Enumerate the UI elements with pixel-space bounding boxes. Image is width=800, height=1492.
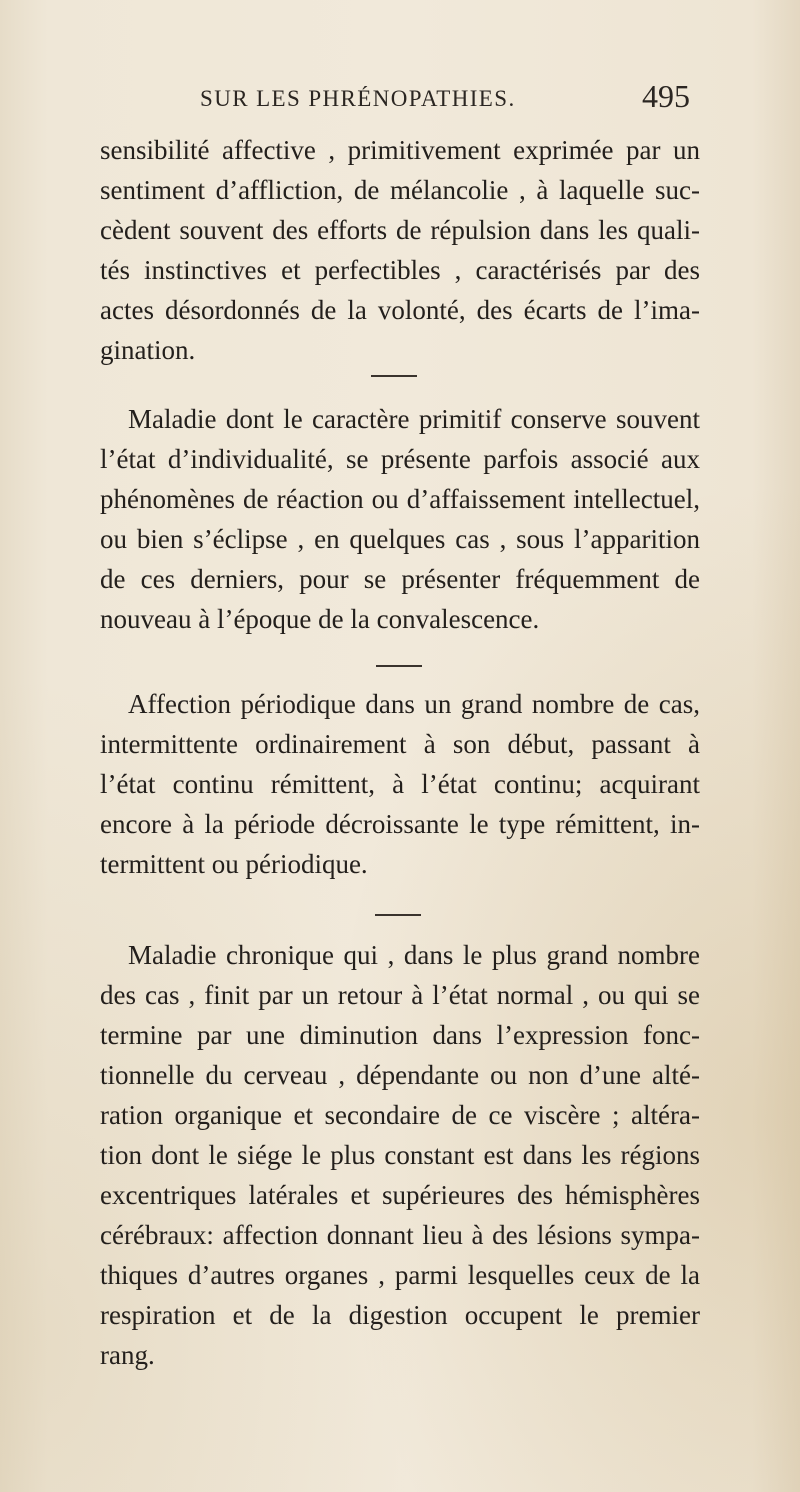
text-line: encore à la période décroissante le type rémittent, in- [100,809,700,839]
text-line: Maladie chronique qui , dans le plus grand nombre [128,940,700,970]
text-line: Affection périodique dans un grand nombre de cas, [128,689,700,719]
section-divider [371,375,417,377]
text-line: intermittente ordinairement à son début, passant à [100,729,700,759]
text-line: excentriques latérales et supérieures des hémisphères [100,1180,700,1210]
text-line: des cas , finit par un retour à l’état normal , ou qui se [100,980,700,1010]
text-line: actes désordonnés de la volonté, des écarts de l’ima- [100,295,700,325]
text-line: tés instinctives et perfectibles , caractérisés par des [100,255,700,285]
text-line: de ces derniers, pour se présenter fréquemment de [100,564,700,594]
running-title: SUR LES PHRÉNOPATHIES. [200,86,516,111]
text-line: cèdent souvent des efforts de répulsion dans les quali- [100,215,700,245]
section-divider [376,665,422,667]
text-line: sentiment d’affliction, de mélancolie , à laquelle suc- [100,175,700,205]
text-line: gination. [100,335,196,365]
text-line: ou bien s’éclipse , en quelques cas , sous l’apparition [100,524,700,554]
text-line: sensibilité affective , primitivement exprimée par un [100,135,700,165]
page-number: 495 [642,78,690,114]
section-divider [375,914,421,916]
text-line: ration organique et secondaire de ce viscère ; altéra- [100,1100,700,1130]
text-line: termittent ou périodique. [100,849,368,879]
text-line: respiration et de la digestion occupent le premier [100,1300,700,1330]
text-line: rang. [100,1340,155,1370]
text-line: thiques d’autres organes , parmi lesquelles ceux de la [100,1260,700,1290]
text-line: cérébraux: affection donnant lieu à des lésions sympa- [100,1220,700,1250]
text-line: Maladie dont le caractère primitif conserve souvent [128,404,700,434]
text-line: termine par une diminution dans l’expression fonc- [100,1020,700,1050]
text-line: tion dont le siége le plus constant est dans les régions [100,1140,700,1170]
text-line: tionnelle du cerveau , dépendante ou non d’une alté- [100,1060,700,1090]
text-line: phénomènes de réaction ou d’affaissement intellectuel, [100,484,700,514]
text-line: nouveau à l’époque de la convalescence. [100,604,540,634]
text-line: l’état continu rémittent, à l’état continu; acquirant [100,769,700,799]
text-line: l’état d’individualité, se présente parfois associé aux [100,444,700,474]
